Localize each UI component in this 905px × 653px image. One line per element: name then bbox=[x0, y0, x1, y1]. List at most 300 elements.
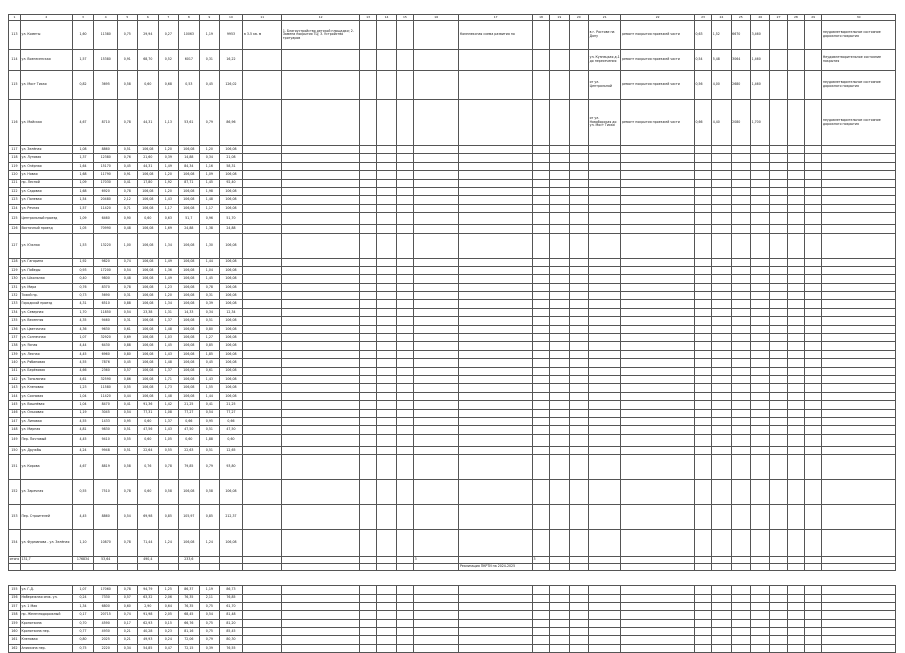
table-cell bbox=[282, 401, 360, 409]
table-cell: от ул. Новоборская до ул. Мост Тихая bbox=[589, 100, 621, 146]
table-cell bbox=[712, 417, 731, 425]
table-row bbox=[9, 171, 896, 179]
table-cell: 141 bbox=[9, 367, 21, 375]
table-cell: 5690 bbox=[94, 292, 118, 300]
table-cell: 1,37 bbox=[159, 317, 178, 325]
table-cell bbox=[787, 392, 804, 400]
table-cell bbox=[396, 275, 413, 283]
table-cell bbox=[178, 564, 200, 571]
table-cell: 14,88 bbox=[178, 154, 200, 162]
table-cell bbox=[569, 283, 588, 291]
table-cell: 0,78 bbox=[200, 283, 219, 291]
table-row bbox=[9, 619, 896, 627]
table-cell: 1,13 bbox=[159, 100, 178, 146]
table-cell bbox=[589, 505, 621, 530]
table-cell: 1,53 bbox=[72, 233, 94, 258]
table-cell bbox=[396, 233, 413, 258]
table-cell bbox=[360, 611, 377, 619]
table-cell bbox=[532, 375, 549, 383]
table-cell bbox=[787, 636, 804, 644]
table-cell: ул. Луговая bbox=[20, 154, 72, 162]
table-cell bbox=[805, 455, 822, 480]
table-row bbox=[9, 21, 896, 50]
table-cell bbox=[414, 100, 459, 146]
table-cell bbox=[621, 171, 694, 179]
table-cell bbox=[414, 367, 459, 375]
table-cell bbox=[282, 426, 360, 434]
table-cell bbox=[414, 300, 459, 308]
table-cell bbox=[694, 213, 711, 225]
table-cell: 11850 bbox=[94, 308, 118, 316]
table-cell: 9460 bbox=[94, 317, 118, 325]
table-cell: 0,93 bbox=[72, 266, 94, 274]
table-row bbox=[9, 187, 896, 195]
table-cell bbox=[751, 401, 770, 409]
table-cell bbox=[532, 334, 549, 342]
table-cell: 129 bbox=[9, 266, 21, 274]
table-cell: 155 bbox=[9, 586, 21, 594]
table-cell bbox=[282, 317, 360, 325]
table-cell: 23 bbox=[694, 15, 711, 21]
table-cell bbox=[712, 146, 731, 154]
table-cell bbox=[396, 455, 413, 480]
table-cell bbox=[550, 359, 569, 367]
table-cell bbox=[532, 359, 549, 367]
table-row bbox=[9, 100, 896, 146]
table-cell bbox=[822, 384, 896, 392]
table-cell bbox=[589, 187, 621, 195]
table-cell bbox=[414, 317, 459, 325]
table-cell: 106,08 bbox=[219, 233, 243, 258]
table-cell: 0,95 bbox=[118, 417, 137, 425]
table-cell: 9830 bbox=[94, 426, 118, 434]
table-cell bbox=[532, 636, 549, 644]
table-cell bbox=[731, 350, 750, 358]
table-cell bbox=[589, 564, 621, 571]
table-cell bbox=[731, 196, 750, 204]
table-cell bbox=[569, 154, 588, 162]
table-cell: 0,41 bbox=[118, 401, 137, 409]
table-cell bbox=[694, 644, 711, 652]
table-cell bbox=[377, 292, 396, 300]
table-cell bbox=[589, 619, 621, 627]
table-cell bbox=[532, 308, 549, 316]
table-cell bbox=[550, 628, 569, 636]
table-cell: 106,08 bbox=[137, 375, 159, 383]
table-cell bbox=[621, 283, 694, 291]
table-cell bbox=[805, 146, 822, 154]
table-cell: 0,51 bbox=[118, 146, 137, 154]
table-cell bbox=[751, 417, 770, 425]
table-cell: неудовлетворительное состояние дорожного покрытия bbox=[822, 71, 896, 100]
table-cell: 0,52 bbox=[159, 50, 178, 71]
table-cell: 0,78 bbox=[118, 480, 137, 505]
table-cell: 0,78 bbox=[118, 187, 137, 195]
table-cell bbox=[459, 359, 532, 367]
table-cell bbox=[822, 594, 896, 602]
table-cell bbox=[459, 409, 532, 417]
table-cell: 106,08 bbox=[178, 359, 200, 367]
table-cell bbox=[414, 384, 459, 392]
table-cell bbox=[694, 426, 711, 434]
table-cell bbox=[360, 342, 377, 350]
table-cell: 106,08 bbox=[219, 275, 243, 283]
table-cell bbox=[282, 71, 360, 100]
table-cell: 126 bbox=[9, 225, 21, 233]
table-cell: 106,08 bbox=[178, 146, 200, 154]
table-cell bbox=[360, 557, 377, 564]
table-cell bbox=[532, 154, 549, 162]
table-cell bbox=[550, 308, 569, 316]
table-cell: Кропоткина bbox=[20, 619, 72, 627]
table-cell: 1,10 bbox=[72, 530, 94, 557]
table-cell: 106,08 bbox=[178, 530, 200, 557]
table-cell bbox=[805, 225, 822, 233]
table-cell bbox=[569, 300, 588, 308]
table-cell bbox=[822, 619, 896, 627]
table-cell: 1,17 bbox=[159, 204, 178, 212]
table-cell: ремонт покрытия проезжей части bbox=[621, 71, 694, 100]
table-cell bbox=[621, 480, 694, 505]
table-cell bbox=[414, 187, 459, 195]
table-cell bbox=[712, 325, 731, 333]
table-cell bbox=[360, 409, 377, 417]
table-cell bbox=[751, 225, 770, 233]
table-cell bbox=[712, 342, 731, 350]
table-cell bbox=[377, 375, 396, 383]
table-cell bbox=[396, 602, 413, 610]
table-cell bbox=[787, 21, 804, 50]
table-cell: 0,41 bbox=[200, 401, 219, 409]
table-cell bbox=[532, 266, 549, 274]
table-cell bbox=[282, 594, 360, 602]
table-cell: Центральный проезд bbox=[20, 213, 72, 225]
table-cell bbox=[787, 530, 804, 557]
table-cell: 106,08 bbox=[137, 187, 159, 195]
table-cell bbox=[550, 225, 569, 233]
table-cell bbox=[377, 213, 396, 225]
table-cell bbox=[712, 628, 731, 636]
table-cell bbox=[731, 530, 750, 557]
table-cell: 0,21 bbox=[118, 628, 137, 636]
table-cell bbox=[822, 196, 896, 204]
table-cell bbox=[694, 258, 711, 266]
table-cell bbox=[243, 628, 282, 636]
table-cell bbox=[243, 187, 282, 195]
table-cell bbox=[569, 594, 588, 602]
table-cell: 114 bbox=[9, 50, 21, 71]
table-cell bbox=[532, 564, 549, 571]
table-cell bbox=[569, 292, 588, 300]
table-cell: 91,98 bbox=[137, 611, 159, 619]
table-cell bbox=[731, 644, 750, 652]
table-cell: 81,20 bbox=[219, 619, 243, 627]
table-cell bbox=[787, 375, 804, 383]
table-cell bbox=[805, 300, 822, 308]
table-cell bbox=[621, 204, 694, 212]
table-cell bbox=[621, 342, 694, 350]
table-cell bbox=[282, 225, 360, 233]
table-cell bbox=[805, 275, 822, 283]
table-cell: 0,31 bbox=[200, 50, 219, 71]
table-cell: неудовлетворительное состояние дорожного покрытия bbox=[822, 100, 896, 146]
table-cell bbox=[360, 71, 377, 100]
table-cell bbox=[787, 401, 804, 409]
table-cell: 106,08 bbox=[137, 359, 159, 367]
table-cell bbox=[787, 350, 804, 358]
table-cell bbox=[694, 283, 711, 291]
table-cell bbox=[396, 557, 413, 564]
table-cell bbox=[377, 628, 396, 636]
table-cell bbox=[822, 392, 896, 400]
table-cell: 106,08 bbox=[219, 480, 243, 505]
table-cell bbox=[532, 530, 549, 557]
table-cell: 1,64 bbox=[72, 162, 94, 170]
table-cell: 1,45 bbox=[200, 275, 219, 283]
table-cell: 12 bbox=[282, 15, 360, 21]
table-row bbox=[9, 586, 896, 594]
table-cell bbox=[459, 258, 532, 266]
table-cell: 1,09 bbox=[72, 213, 94, 225]
table-cell bbox=[569, 602, 588, 610]
table-cell: 94,79 bbox=[137, 586, 159, 594]
table-cell bbox=[360, 417, 377, 425]
table-cell bbox=[414, 71, 459, 100]
table-cell bbox=[770, 434, 787, 446]
table-cell: 53,61 bbox=[178, 100, 200, 146]
table-cell bbox=[550, 342, 569, 350]
table-cell bbox=[569, 233, 588, 258]
table-cell bbox=[589, 401, 621, 409]
table-cell bbox=[243, 557, 282, 564]
table-cell bbox=[822, 325, 896, 333]
table-cell bbox=[589, 308, 621, 316]
table-cell bbox=[243, 367, 282, 375]
table-cell bbox=[731, 334, 750, 342]
table-cell bbox=[712, 213, 731, 225]
table-cell bbox=[532, 50, 549, 71]
table-cell bbox=[731, 426, 750, 434]
table-cell: 4 bbox=[94, 15, 118, 21]
table-cell bbox=[550, 480, 569, 505]
table-cell bbox=[532, 225, 549, 233]
table-cell bbox=[787, 154, 804, 162]
table-cell: 0,71 bbox=[118, 204, 137, 212]
table-cell bbox=[377, 154, 396, 162]
table-cell bbox=[459, 325, 532, 333]
table-cell bbox=[770, 619, 787, 627]
table-cell: 71,44 bbox=[137, 530, 159, 557]
table-cell bbox=[137, 564, 159, 571]
table-cell: ул. Новая bbox=[20, 171, 72, 179]
table-cell bbox=[589, 434, 621, 446]
table-cell bbox=[770, 100, 787, 146]
table-cell bbox=[787, 586, 804, 594]
table-cell: 1,69 bbox=[159, 225, 178, 233]
table-cell bbox=[243, 586, 282, 594]
table-cell bbox=[805, 619, 822, 627]
table-cell bbox=[569, 162, 588, 170]
table-cell bbox=[694, 417, 711, 425]
table-cell bbox=[751, 644, 770, 652]
table-cell: 12,65 bbox=[219, 446, 243, 454]
table-cell bbox=[550, 275, 569, 283]
table-cell bbox=[589, 636, 621, 644]
table-cell bbox=[805, 350, 822, 358]
table-cell: 17030 bbox=[94, 179, 118, 187]
table-cell bbox=[569, 384, 588, 392]
table-cell: 0,75 bbox=[200, 619, 219, 627]
table-cell bbox=[282, 384, 360, 392]
table-cell bbox=[360, 401, 377, 409]
table-cell bbox=[822, 350, 896, 358]
table-cell bbox=[751, 619, 770, 627]
table-cell bbox=[805, 586, 822, 594]
table-cell: 1,88 bbox=[200, 434, 219, 446]
table-cell bbox=[569, 367, 588, 375]
table-cell bbox=[569, 196, 588, 204]
table-cell bbox=[712, 359, 731, 367]
table-cell bbox=[805, 375, 822, 383]
table-cell: 9 bbox=[200, 15, 219, 21]
table-cell: 9953 bbox=[219, 21, 243, 50]
table-cell: Городской проезд bbox=[20, 300, 72, 308]
table-cell: 106,08 bbox=[219, 392, 243, 400]
table-cell: 1433 bbox=[94, 417, 118, 425]
table-cell: 44,31 bbox=[137, 162, 159, 170]
table-cell: 132 bbox=[9, 292, 21, 300]
table-cell bbox=[377, 300, 396, 308]
table-cell bbox=[787, 619, 804, 627]
table-cell bbox=[360, 384, 377, 392]
table-cell: 91,36 bbox=[137, 401, 159, 409]
table-cell: 1,92 bbox=[72, 258, 94, 266]
table-cell bbox=[805, 505, 822, 530]
table-cell bbox=[770, 325, 787, 333]
table-cell bbox=[377, 602, 396, 610]
table-cell bbox=[360, 392, 377, 400]
table-cell bbox=[621, 179, 694, 187]
table-cell bbox=[243, 162, 282, 170]
table-cell: 118 bbox=[9, 154, 21, 162]
table-cell: 106,08 bbox=[219, 292, 243, 300]
table-cell bbox=[787, 187, 804, 195]
table-cell: 1,57 bbox=[72, 204, 94, 212]
table-cell: 1,20 bbox=[159, 292, 178, 300]
table-cell bbox=[414, 233, 459, 258]
table-cell: 1,27 bbox=[200, 334, 219, 342]
table-cell: 0,31 bbox=[118, 317, 137, 325]
table-cell: 106,08 bbox=[137, 283, 159, 291]
table-cell: 1,17 bbox=[200, 204, 219, 212]
table-cell: 14 bbox=[377, 15, 396, 21]
table-cell bbox=[822, 292, 896, 300]
table-cell bbox=[532, 619, 549, 627]
table-cell: 106,08 bbox=[178, 258, 200, 266]
table-cell bbox=[712, 594, 731, 602]
table-cell bbox=[694, 187, 711, 195]
table-cell bbox=[621, 359, 694, 367]
table-cell: 1,98 bbox=[200, 187, 219, 195]
table-cell bbox=[787, 384, 804, 392]
table-cell bbox=[770, 342, 787, 350]
table-cell bbox=[459, 392, 532, 400]
table-cell bbox=[243, 334, 282, 342]
table-cell bbox=[621, 644, 694, 652]
table-cell bbox=[459, 233, 532, 258]
table-cell bbox=[377, 204, 396, 212]
table-cell: 72,15 bbox=[178, 644, 200, 652]
table-cell bbox=[751, 292, 770, 300]
table-cell: 1,07 bbox=[72, 334, 94, 342]
table-cell bbox=[589, 146, 621, 154]
table-cell: 0,17 bbox=[72, 611, 94, 619]
table-cell bbox=[770, 611, 787, 619]
table-cell bbox=[377, 426, 396, 434]
table-cell bbox=[712, 586, 731, 594]
table-cell: 1,20 bbox=[200, 146, 219, 154]
table-cell bbox=[414, 564, 459, 571]
table-cell: 6920 bbox=[94, 187, 118, 195]
table-cell bbox=[360, 602, 377, 610]
table-cell bbox=[532, 392, 549, 400]
table-cell bbox=[377, 71, 396, 100]
table-cell bbox=[589, 179, 621, 187]
table-cell: 51,70 bbox=[219, 213, 243, 225]
table-cell bbox=[550, 455, 569, 480]
table-cell bbox=[751, 434, 770, 446]
table-cell: 44,31 bbox=[137, 100, 159, 146]
table-cell bbox=[621, 628, 694, 636]
table-cell: 11380 bbox=[94, 21, 118, 50]
table-cell: 21 bbox=[589, 15, 621, 21]
table-cell bbox=[805, 21, 822, 50]
table-cell: 11420 bbox=[94, 392, 118, 400]
table-cell: 7330 bbox=[94, 594, 118, 602]
table-cell bbox=[569, 317, 588, 325]
table-cell bbox=[282, 619, 360, 627]
table-cell bbox=[360, 359, 377, 367]
table-cell: 23,38 bbox=[137, 308, 159, 316]
table-cell: 106,08 bbox=[178, 384, 200, 392]
table-cell: 106,08 bbox=[178, 171, 200, 179]
table-cell bbox=[822, 266, 896, 274]
table-cell bbox=[396, 283, 413, 291]
table-cell: 0,51 bbox=[118, 446, 137, 454]
table-cell bbox=[396, 392, 413, 400]
table-cell: 106,08 bbox=[137, 266, 159, 274]
table-cell bbox=[532, 275, 549, 283]
table-cell: 2360 bbox=[94, 367, 118, 375]
table-cell: 68,45 bbox=[178, 611, 200, 619]
table-cell bbox=[822, 446, 896, 454]
table-cell: 0,40 bbox=[72, 275, 94, 283]
table-cell bbox=[550, 392, 569, 400]
table-cell: 106,08 bbox=[137, 225, 159, 233]
table-cell bbox=[770, 146, 787, 154]
table-cell: 1,36 bbox=[159, 266, 178, 274]
table-cell bbox=[712, 619, 731, 627]
table-cell: ул. Победы bbox=[20, 266, 72, 274]
table-cell bbox=[731, 417, 750, 425]
table-cell bbox=[621, 557, 694, 564]
table-cell: 0,75 bbox=[200, 628, 219, 636]
table-cell: 106,08 bbox=[219, 530, 243, 557]
table-cell: 1,09 bbox=[72, 179, 94, 187]
table-cell bbox=[377, 359, 396, 367]
table-cell bbox=[569, 505, 588, 530]
table-cell bbox=[396, 21, 413, 50]
